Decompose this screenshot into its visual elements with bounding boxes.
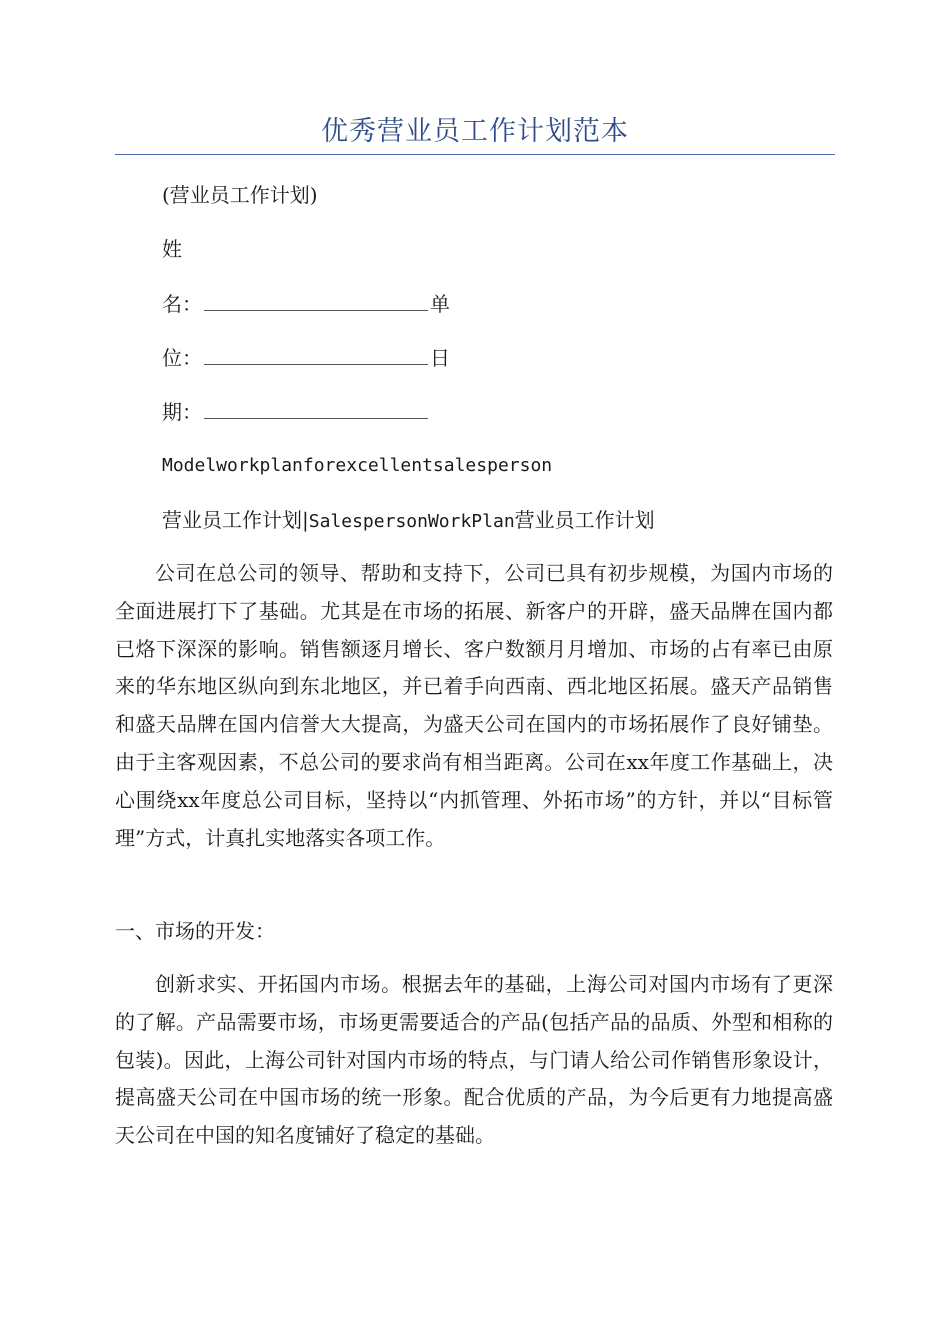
unit-field-row: [162, 342, 450, 373]
name-blank-line[interactable]: [204, 288, 428, 311]
title-underline: [115, 154, 835, 155]
subtitle: (营业员工作计划): [162, 183, 318, 207]
date-prefix: 日: [430, 346, 450, 370]
name-prefix: 姓: [162, 237, 182, 261]
document-title: 优秀营业员工作计划范本: [321, 116, 629, 147]
date-blank-line[interactable]: [204, 396, 428, 419]
category-prefix: 营业员工作计划|: [162, 508, 309, 532]
section-heading-market-development: 一、市场的开发：: [115, 919, 275, 943]
paragraph-market-development: 创新求实、开拓国内市场。根据去年的基础，上海公司对国内市场有了更深的了解。产品需要市场，市场更需要适合的产品(包括产品的品质、外型和相称的包装)。因此，上海公司针对国内市场的特点，与门请人给公司作销售形象设计，提高盛天公司在中国市场的统一形象。配合优质的产品，为今后更有力地提高盛天公司在中国的知名度铺好了稳定的基础。: [115, 972, 833, 1148]
date-field-row: [162, 396, 430, 427]
name-label: 名：: [162, 292, 202, 316]
unit-label: 位：: [162, 346, 202, 370]
date-label: 期：: [162, 400, 202, 424]
category-line: [162, 505, 655, 537]
unit-prefix: 单: [430, 292, 450, 316]
unit-blank-line[interactable]: [204, 342, 428, 365]
category-suffix: 营业员工作计划: [514, 508, 655, 532]
english-title: Modelworkplanforexcellentsalesperson: [162, 455, 553, 476]
category-english: SalespersonWorkPlan: [308, 511, 515, 532]
name-field-row: [162, 288, 450, 319]
paragraph-intro: 公司在总公司的领导、帮助和支持下，公司已具有初步规模，为国内市场的全面进展打下了基础。尤其是在市场的拓展、新客户的开辟，盛天品牌在国内都已烙下深深的影响。销售额逐月增长、客户数额月月增加、市场的占有率已由原来的华东地区纵向到东北地区，并已着手向西南、西北地区拓展。盛天产品销售和盛天品牌在国内信誉大大提高，为盛天公司在国内的市场拓展作了良好铺垫。由于主客观因素，不总公司的要求尚有相当距离。公司在xx年度工作基础上，决心围绕xx年度总公司目标，坚持以“内抓管理、外拓市场”的方针，并以“目标管理”方式，计真扎实地落实各项工作。: [115, 561, 833, 850]
